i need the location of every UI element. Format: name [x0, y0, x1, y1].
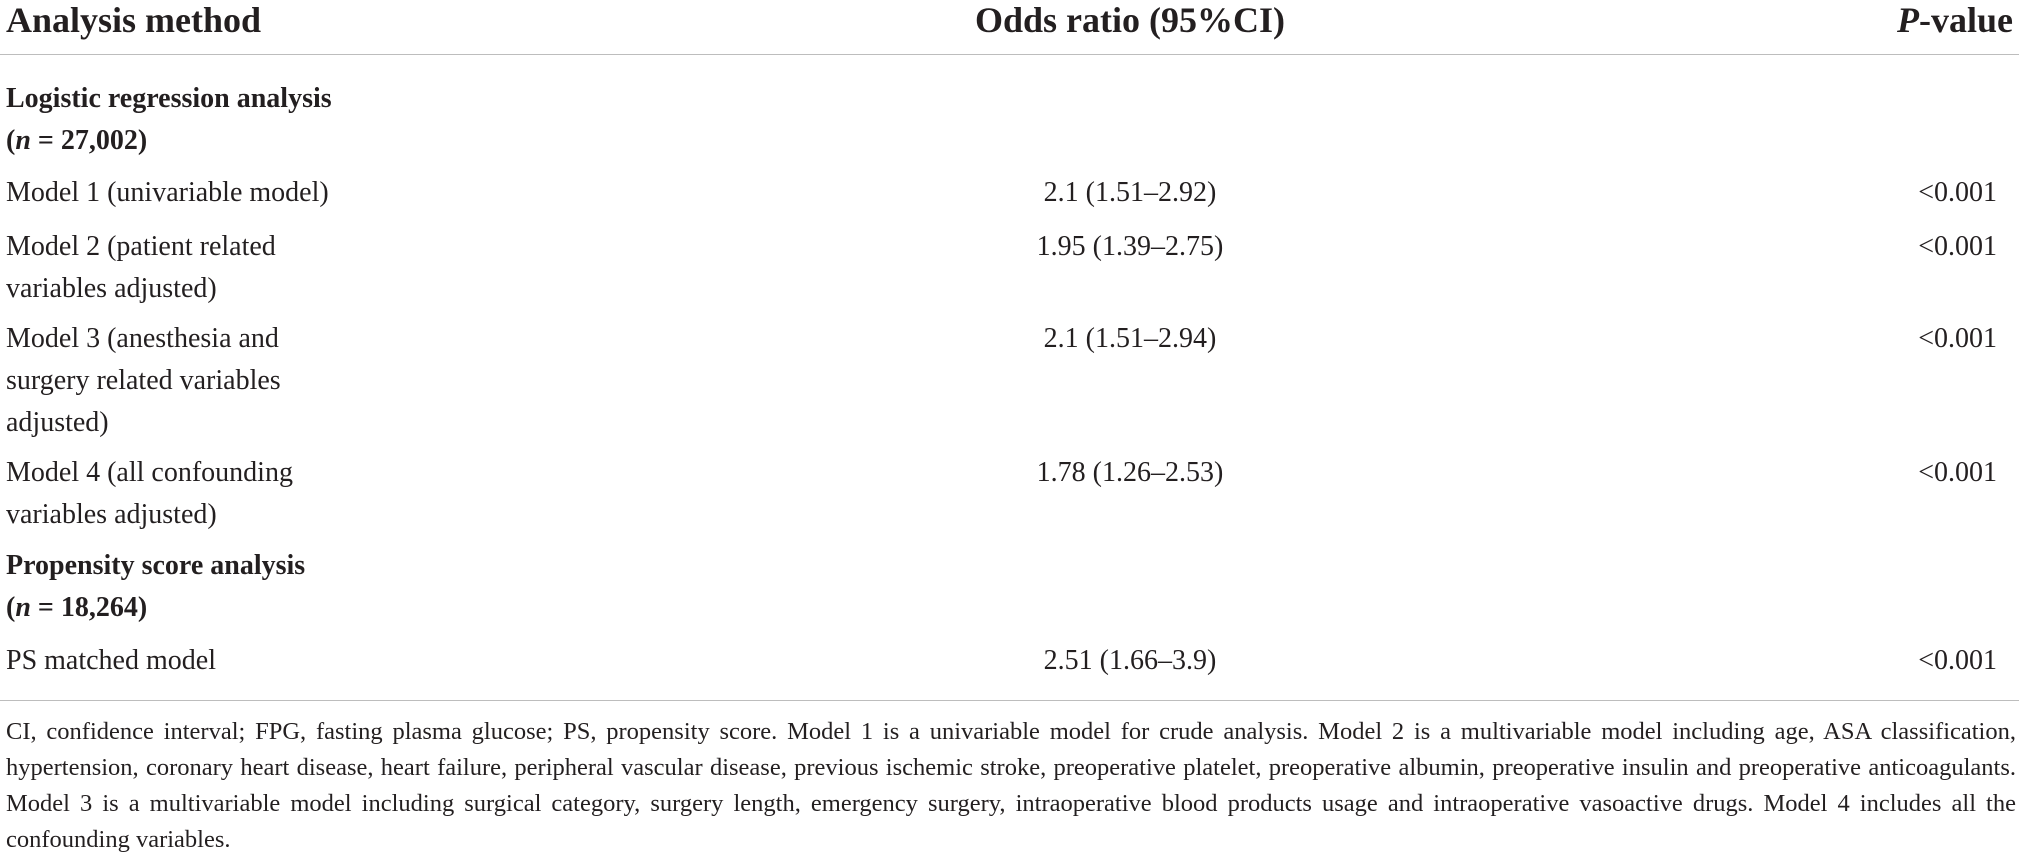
section-n-value: = 27,002) [30, 125, 148, 156]
footer-rule [0, 700, 2019, 701]
section-n-prefix: ( [6, 592, 16, 623]
row-p-value: <0.001 [1918, 457, 1997, 488]
row-p-value: <0.001 [1918, 323, 1997, 354]
section-n-var: n [15, 125, 31, 156]
table-footnote: CI, confidence interval; FPG, fasting plasma glucose; PS, propensity score. Model 1 is a univariable model for crude analysis. Model 2 is a multivariable model including age, ASA classification, hypertension, coronary heart disease, heart failure, peripheral vascular disease, previous ischemic stroke, preoperative platelet, preoperative albumin, preoperative insulin and preoperative anticoagulants. Model 3 is a multivariable model including surgical category, surgery length, emergency surgery, intraoperative blood products usage and intraoperative vasoactive drugs. Model 4 includes all the confounding variables. [6, 718, 2016, 853]
row-method: Model 2 (patient related variables adjusted) [6, 231, 276, 304]
row-odds-ratio: 2.51 (1.66–3.9) [1043, 645, 1217, 676]
row-method: PS matched model [6, 645, 216, 676]
header-p-rest: -value [1919, 0, 2013, 40]
row-p-value: <0.001 [1918, 645, 1997, 676]
row-method: Model 3 (anesthesia and surgery related variables adjusted) [6, 323, 281, 438]
section-n-value: = 18,264) [30, 592, 148, 623]
section-title-text: Propensity score analysis [6, 550, 306, 581]
row-p-value: <0.001 [1918, 231, 1997, 262]
row-odds-ratio: 1.95 (1.39–2.75) [1036, 231, 1224, 262]
section-n-var: n [15, 592, 31, 623]
header-p-value [1697, 0, 2013, 40]
row-odds-ratio: 2.1 (1.51–2.92) [1043, 177, 1217, 208]
header-rule [0, 54, 2019, 55]
section-title-logistic [6, 78, 332, 162]
row-odds-ratio: 1.78 (1.26–2.53) [1036, 457, 1224, 488]
header-p-italic: P [1897, 0, 1919, 40]
row-method: Model 4 (all confounding variables adjusted) [6, 457, 293, 530]
section-title-text: Logistic regression analysis [6, 83, 332, 114]
section-title-propensity [6, 545, 305, 629]
header-analysis-method: Analysis method [6, 0, 262, 40]
row-p-value: <0.001 [1918, 177, 1997, 208]
row-odds-ratio: 2.1 (1.51–2.94) [1043, 323, 1217, 354]
section-n-prefix: ( [6, 125, 16, 156]
row-method: Model 1 (univariable model) [6, 177, 329, 208]
header-odds-ratio: Odds ratio (95%CI) [974, 0, 1285, 40]
